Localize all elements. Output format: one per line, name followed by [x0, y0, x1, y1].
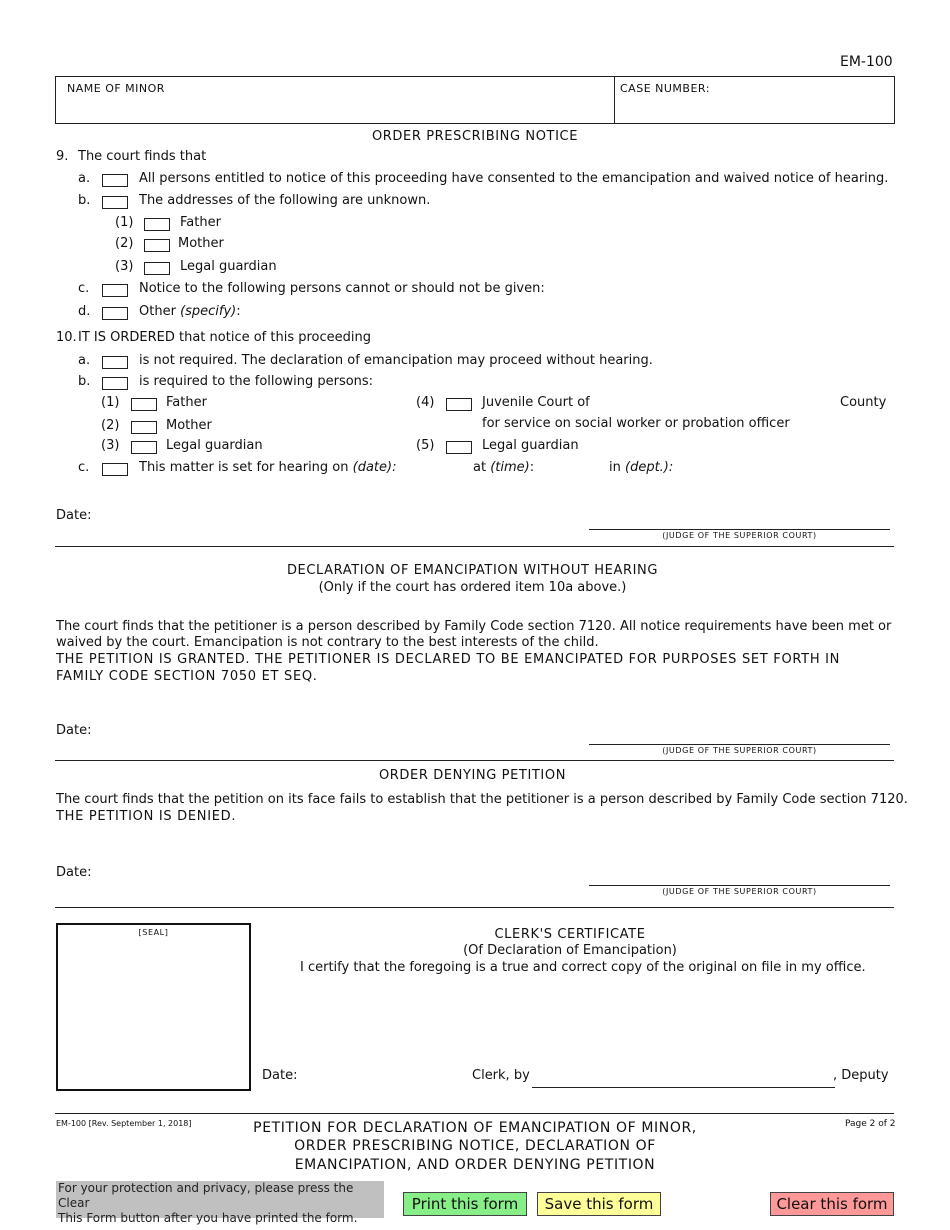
- item10b1-checkbox[interactable]: [131, 398, 157, 411]
- clerk-subtitle: (Of Declaration of Emancipation): [463, 943, 677, 958]
- item10c-date: (date):: [352, 460, 397, 475]
- privacy-notice: [56, 1181, 384, 1225]
- item10b-checkbox[interactable]: [102, 377, 128, 390]
- item9d-colon: :: [236, 304, 241, 319]
- footer-divider: [55, 1113, 894, 1114]
- judge-label-3: (JUDGE OF THE SUPERIOR COURT): [662, 887, 817, 896]
- item10b5-num: (5): [416, 438, 435, 453]
- item9d-specify: (specify): [180, 304, 237, 319]
- footer-title-line3: EMANCIPATION, AND ORDER DENYING PETITION: [294, 1157, 656, 1173]
- item9a-letter: a.: [78, 171, 91, 186]
- item9b1-checkbox[interactable]: [144, 218, 170, 231]
- divider-3: [55, 907, 894, 908]
- item10b3-num: (3): [101, 438, 120, 453]
- declaration-para-line1: The court finds that the petitioner is a person described by Family Code section 7120. All notice requirements have been met or: [56, 619, 892, 634]
- item10b1-num: (1): [101, 395, 120, 410]
- denying-denied: THE PETITION IS DENIED.: [56, 809, 237, 824]
- declaration-title: DECLARATION OF EMANCIPATION WITHOUT HEARING: [286, 563, 659, 578]
- item10b1-text: Father: [166, 395, 207, 410]
- form-id: EM-100: [840, 54, 893, 70]
- item9a-text: All persons entitled to notice of this proceeding have consented to the emancipation and waived notice of hearing.: [139, 171, 889, 186]
- seal-box: [56, 923, 251, 1091]
- divider-2: [55, 760, 894, 761]
- footer-page: Page 2 of 2: [845, 1119, 896, 1129]
- item10c-time: (time): [490, 460, 530, 475]
- item9b3-checkbox[interactable]: [144, 262, 170, 275]
- item9b2-checkbox[interactable]: [144, 239, 170, 252]
- denying-date-label: Date:: [56, 865, 92, 880]
- judge-label-1: (JUDGE OF THE SUPERIOR COURT): [662, 531, 817, 540]
- denying-title: ORDER DENYING PETITION: [378, 768, 567, 783]
- item9d-letter: d.: [78, 304, 91, 319]
- item10c-letter: c.: [78, 460, 90, 475]
- item10a-letter: a.: [78, 353, 91, 368]
- item10b4-checkbox[interactable]: [446, 398, 472, 411]
- declaration-granted-line1: THE PETITION IS GRANTED. THE PETITIONER IS DECLARED TO BE EMANCIPATED FOR PURPOSES SET FORTH IN: [56, 652, 841, 667]
- clerk-date-label: Date:: [262, 1068, 298, 1083]
- item10b3-checkbox[interactable]: [131, 441, 157, 454]
- header-divider: [614, 77, 615, 123]
- item9d-other: Other: [139, 304, 176, 319]
- item10b4-text: Juvenile Court of: [482, 395, 590, 410]
- footer-rev: EM-100 [Rev. September 1, 2018]: [56, 1119, 192, 1128]
- footer-title-line1: PETITION FOR DECLARATION OF EMANCIPATION OF MINOR,: [253, 1120, 697, 1136]
- clerk-title: CLERK'S CERTIFICATE: [494, 927, 646, 942]
- clerk-signature-line: [532, 1087, 835, 1088]
- item9b2-num: (2): [115, 236, 134, 251]
- clerk-by-label: Clerk, by: [472, 1068, 530, 1083]
- item10b5-text: Legal guardian: [482, 438, 579, 453]
- judge-signature-line-3: [589, 885, 890, 886]
- item9d-text: [139, 304, 241, 319]
- item10c-dept: (dept.):: [625, 460, 674, 475]
- item10b4-line2: for service on social worker or probation officer: [482, 416, 790, 431]
- order-notice-date-label: Date:: [56, 508, 92, 523]
- item10a-text: is not required. The declaration of emancipation may proceed without hearing.: [139, 353, 653, 368]
- item10b4-num: (4): [416, 395, 435, 410]
- declaration-para-line2: waived by the court. Emancipation is not contrary to the best interests of the child.: [56, 635, 599, 650]
- item9b2-text: Mother: [178, 236, 224, 251]
- item10b5-checkbox[interactable]: [446, 441, 472, 454]
- name-of-minor-input[interactable]: [62, 97, 612, 121]
- case-number-label: CASE NUMBER:: [620, 82, 710, 95]
- name-of-minor-label: NAME OF MINOR: [67, 82, 165, 95]
- privacy-line1: For your protection and privacy, please press the Clear: [58, 1181, 354, 1210]
- denying-para: The court finds that the petition on its face fails to establish that the petitioner is a person described by Family Code section 7120.: [56, 792, 908, 807]
- print-form-button[interactable]: Print this form: [403, 1192, 527, 1216]
- item10a-checkbox[interactable]: [102, 356, 128, 369]
- case-number-input[interactable]: [618, 97, 892, 121]
- item9c-checkbox[interactable]: [102, 284, 128, 297]
- judge-signature-line-1: [589, 529, 890, 530]
- item10-text: IT IS ORDERED that notice of this proceeding: [78, 330, 371, 345]
- item9b1-num: (1): [115, 215, 134, 230]
- seal-label: [SEAL]: [138, 928, 169, 937]
- item9-number: 9.: [56, 149, 69, 164]
- privacy-line2: This Form button after you have printed the form.: [58, 1211, 358, 1225]
- item9b-text: The addresses of the following are unknown.: [139, 193, 431, 208]
- item10b3-text: Legal guardian: [166, 438, 263, 453]
- item10c-in-word: in: [609, 460, 621, 475]
- item10b-letter: b.: [78, 374, 91, 389]
- item10c-time-colon: :: [529, 460, 535, 475]
- clear-form-button[interactable]: Clear this form: [770, 1192, 894, 1216]
- footer-title-line2: ORDER PRESCRIBING NOTICE, DECLARATION OF: [294, 1138, 656, 1154]
- header-box: [55, 76, 895, 124]
- declaration-subtitle: (Only if the court has ordered item 10a above.): [318, 580, 627, 595]
- item10b2-checkbox[interactable]: [131, 421, 157, 434]
- declaration-granted-line2: FAMILY CODE SECTION 7050 ET SEQ.: [56, 669, 318, 684]
- item9c-letter: c.: [78, 281, 90, 296]
- item10c-in: [609, 460, 673, 475]
- divider-1: [55, 546, 894, 547]
- save-form-button[interactable]: Save this form: [537, 1192, 661, 1216]
- item10c-at-word: at: [473, 460, 487, 475]
- item10b2-num: (2): [101, 418, 120, 433]
- order-notice-title: ORDER PRESCRIBING NOTICE: [371, 129, 579, 144]
- declaration-date-label: Date:: [56, 723, 92, 738]
- judge-signature-line-2: [589, 744, 890, 745]
- clerk-certify: I certify that the foregoing is a true and correct copy of the original on file in my office.: [300, 960, 866, 975]
- item10b-text: is required to the following persons:: [139, 374, 374, 389]
- item10c-text: [139, 460, 396, 475]
- item9b1-text: Father: [180, 215, 221, 230]
- item10b4-county: County: [840, 395, 887, 410]
- item9-text: The court finds that: [78, 149, 207, 164]
- item10c-hearing: This matter is set for hearing on: [139, 460, 349, 475]
- item9b-checkbox[interactable]: [102, 196, 128, 209]
- item10b2-text: Mother: [166, 418, 212, 433]
- clerk-deputy-label: , Deputy: [833, 1068, 889, 1083]
- item9b3-text: Legal guardian: [180, 259, 277, 274]
- item9a-checkbox[interactable]: [102, 174, 128, 187]
- item9d-checkbox[interactable]: [102, 307, 128, 320]
- item10-number: 10.: [56, 330, 77, 345]
- item9c-text: Notice to the following persons cannot or should not be given:: [139, 281, 545, 296]
- item9b3-num: (3): [115, 259, 134, 274]
- item9b-letter: b.: [78, 193, 91, 208]
- judge-label-2: (JUDGE OF THE SUPERIOR COURT): [662, 746, 817, 755]
- item10c-checkbox[interactable]: [102, 463, 128, 476]
- item10c-at: [473, 460, 534, 475]
